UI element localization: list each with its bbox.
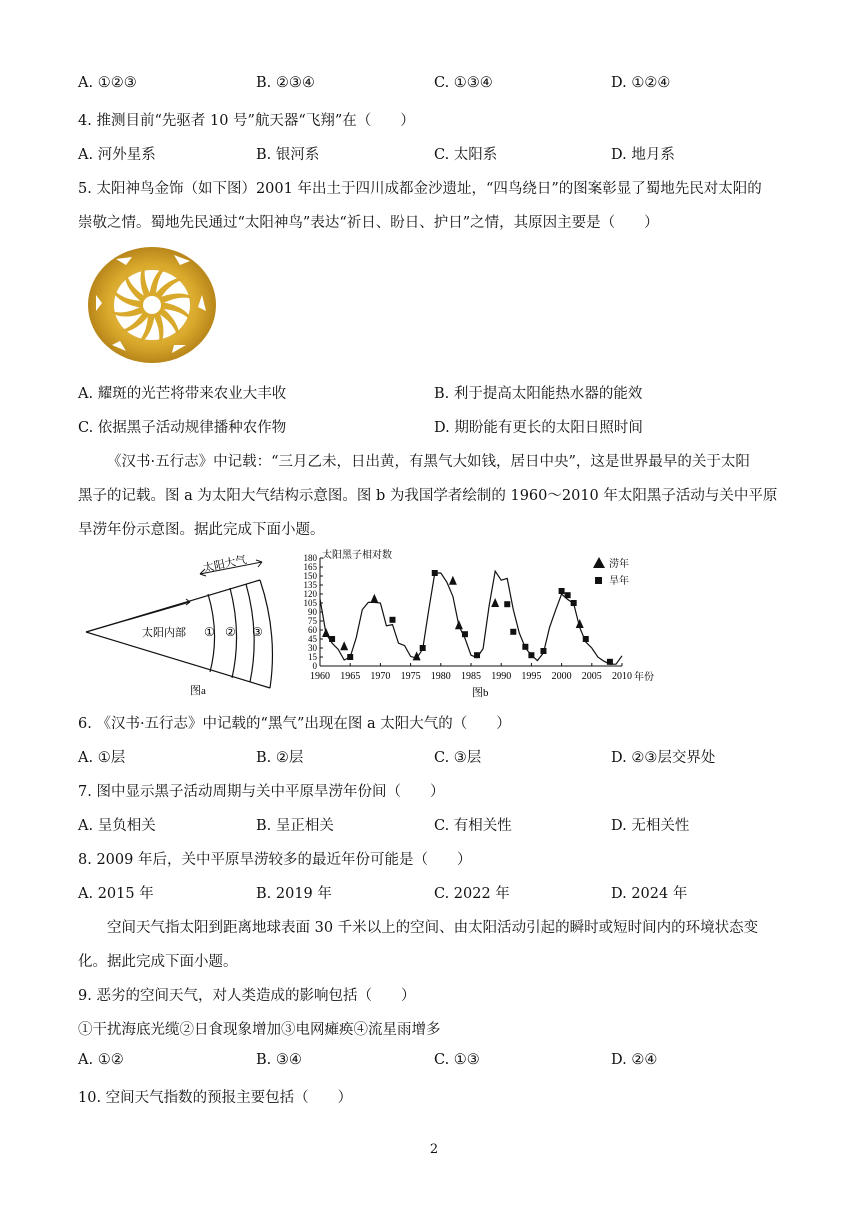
option-b: B. 呈正相关 <box>256 818 334 834</box>
y-axis-label: 太阳黑子相对数 <box>322 550 392 561</box>
drought-year-marker <box>504 601 510 607</box>
option-a: A. 耀斑的光芒将带来农业大丰收 <box>78 386 287 402</box>
x-tick-label: 1990 <box>491 671 512 682</box>
option-c: C. 依据黑子活动规律播种农作物 <box>78 420 287 436</box>
drought-year-marker <box>389 617 395 623</box>
figure-b-sunspot-chart <box>300 548 672 700</box>
figure-a-caption: 图a <box>190 685 206 697</box>
question-stem: 6. 《汉书·五行志》中记载的“黑气”出现在图 a 太阳大气的（ ） <box>78 716 511 732</box>
option-a: A. ①② <box>78 1052 124 1068</box>
drought-year-marker <box>474 652 480 658</box>
y-tick-label: 90 <box>308 607 317 617</box>
material-text: 空间天气指太阳到距离地球表面 30 千米以上的空间、由太阳活动引起的瞬时或短时间内的环境状态变 <box>107 920 759 936</box>
drought-year-marker <box>347 654 353 660</box>
drought-year-marker <box>559 588 565 594</box>
chart-legend <box>593 557 629 587</box>
question-stem: 7. 图中显示黑子活动周期与关中平原旱涝年份间（ ） <box>78 784 445 800</box>
drought-year-marker <box>528 652 534 658</box>
interior-label: 太阳内部 <box>142 627 186 639</box>
sun-bird-gold-image <box>86 245 218 365</box>
flood-year-marker <box>455 620 463 629</box>
option-c: C. ③层 <box>434 750 482 766</box>
option-d: D. ①②④ <box>611 75 671 91</box>
y-tick-label: 75 <box>308 616 317 626</box>
y-tick-label: 60 <box>308 625 317 635</box>
y-tick-label: 180 <box>303 553 317 563</box>
chart-axes <box>320 558 622 666</box>
option-c: C. 2022 年 <box>434 886 510 902</box>
x-tick-label: 1965 <box>340 671 361 682</box>
y-tick-label: 0 <box>312 661 317 671</box>
option-c: C. 有相关性 <box>434 818 512 834</box>
option-c: C. ①③④ <box>434 75 493 91</box>
y-tick-label: 120 <box>303 589 317 599</box>
x-tick-label: 1970 <box>370 671 391 682</box>
layer-3-label: ③ <box>252 625 263 639</box>
flood-year-marker <box>340 641 348 650</box>
option-a: A. 2015 年 <box>78 886 154 902</box>
legend-drought-label: 旱年 <box>609 576 629 587</box>
atmosphere-label: 太阳大气 <box>202 554 248 575</box>
drought-year-marker <box>432 570 438 576</box>
x-tick-label: 1995 <box>521 671 542 682</box>
option-d: D. ②③层交界处 <box>611 750 716 766</box>
sunspot-curve <box>320 571 622 664</box>
option-d: D. 无相关性 <box>611 818 690 834</box>
option-b: B. 银河系 <box>256 147 320 163</box>
drought-year-marker <box>522 644 528 650</box>
y-tick-label: 45 <box>308 634 317 644</box>
material-text: 旱涝年份示意图。据此完成下面小题。 <box>78 522 325 538</box>
flood-year-marker <box>576 619 584 628</box>
option-d: D. 地月系 <box>611 147 675 163</box>
x-tick-label: 1960 <box>310 671 330 682</box>
question-stem: 8. 2009 年后，关中平原旱涝较多的最近年份可能是（ ） <box>78 852 472 868</box>
legend-drought-marker <box>595 577 602 584</box>
x-tick-label: 1985 <box>461 671 481 682</box>
flood-year-marker <box>322 628 330 637</box>
option-b: B. ②③④ <box>256 75 315 91</box>
question-stem-continued: 崇敬之情。蜀地先民通过“太阳神鸟”表达“祈日、盼日、护日”之情，其原因主要是（ ） <box>78 215 659 231</box>
x-tick-label: 2010 <box>612 671 632 682</box>
x-tick-label: 1975 <box>400 671 421 682</box>
drought-year-marker <box>565 592 571 598</box>
option-a: A. 河外星系 <box>78 147 156 163</box>
x-axis-label: 年份 <box>634 672 654 683</box>
wedge-bottom-edge <box>86 632 270 688</box>
option-d: D. ②④ <box>611 1052 658 1068</box>
legend-flood-marker <box>593 557 605 568</box>
question-stem: 4. 推测目前“先驱者 10 号”航天器“飞翔”在（ ） <box>78 113 415 129</box>
question-items: ①干扰海底光缆②日食现象增加③电网瘫痪④流星雨增多 <box>78 1022 441 1038</box>
option-b: B. ②层 <box>256 750 304 766</box>
flood-year-marker <box>449 576 457 585</box>
option-b: B. 2019 年 <box>256 886 332 902</box>
question-stem: 5. 太阳神鸟金饰（如下图）2001 年出土于四川成都金沙遗址，“四鸟绕日”的图案彰显了蜀地先民对太阳的 <box>78 181 762 197</box>
y-tick-label: 15 <box>308 652 317 662</box>
question-stem: 9. 恶劣的空间天气，对人类造成的影响包括（ ） <box>78 988 416 1004</box>
x-tick-label: 2005 <box>581 671 602 682</box>
option-d: D. 2024 年 <box>611 886 688 902</box>
y-tick-label: 30 <box>308 643 317 653</box>
chart-tick-labels <box>304 553 633 682</box>
layer-2-label: ② <box>225 625 236 639</box>
option-b: B. 利于提高太阳能热水器的能效 <box>434 386 643 402</box>
drought-year-marker <box>571 600 577 606</box>
legend-flood-label: 涝年 <box>609 559 629 570</box>
flood-year-marker <box>413 651 421 660</box>
option-c: C. 太阳系 <box>434 147 498 163</box>
drought-year-markers <box>329 570 613 665</box>
drought-year-marker <box>420 645 426 651</box>
option-a: A. ①层 <box>78 750 126 766</box>
flood-year-marker <box>491 598 499 607</box>
x-tick-label: 1980 <box>430 671 451 682</box>
option-d: D. 期盼能有更长的太阳日照时间 <box>434 420 643 436</box>
option-b: B. ③④ <box>256 1052 302 1068</box>
flood-year-marker <box>370 594 378 603</box>
drought-year-marker <box>462 631 468 637</box>
material-text: 化。据此完成下面小题。 <box>78 954 238 970</box>
option-a: A. ①②③ <box>78 75 137 91</box>
figure-b-caption: 图b <box>472 687 489 699</box>
material-text: 《汉书·五行志》中记载：“三月乙未，日出黄，有黑气大如钱，居日中央”，这是世界最早的关于太阳 <box>107 454 750 470</box>
y-tick-label: 165 <box>303 562 317 572</box>
drought-year-marker <box>329 636 335 642</box>
drought-year-marker <box>540 648 546 654</box>
material-text: 黑子的记载。图 a 为太阳大气结构示意图。图 b 为我国学者绘制的 1960～2010 年太阳黑子活动与关中平原 <box>78 488 778 504</box>
figure-a-solar-structure <box>80 552 290 700</box>
drought-year-marker <box>607 659 613 665</box>
page-number: 2 <box>429 1142 439 1157</box>
drought-year-marker <box>510 629 516 635</box>
y-tick-label: 150 <box>303 571 317 581</box>
option-a: A. 呈负相关 <box>78 818 156 834</box>
drought-year-marker <box>583 636 589 642</box>
y-tick-label: 105 <box>303 598 317 608</box>
y-tick-label: 135 <box>303 580 317 590</box>
layer-1-label: ① <box>204 625 215 639</box>
x-tick-label: 2000 <box>551 671 572 682</box>
option-c: C. ①③ <box>434 1052 480 1068</box>
question-stem: 10. 空间天气指数的预报主要包括（ ） <box>78 1090 353 1106</box>
